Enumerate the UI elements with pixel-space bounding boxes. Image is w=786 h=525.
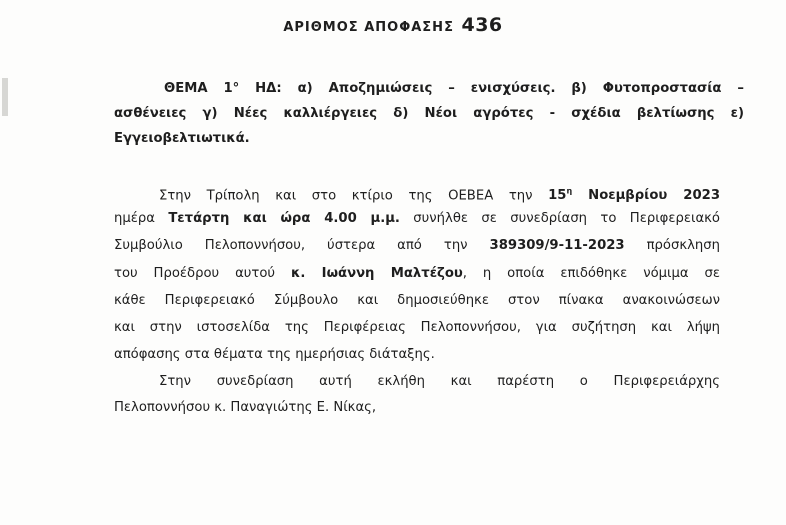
para2-line-1: Στην συνεδρίαση αυτή εκλήθη και παρέστη ο Περιφερειάρχης [159,374,720,389]
subject-line-1: ΘΕΜΑ 1° ΗΔ: α) Αποζημιώσεις – ενισχύσεις. β) Φυτοπροστασία – [164,81,744,96]
para1-text: του Προέδρου αυτού [114,266,291,281]
para1-text: συνήλθε σε συνεδρίαση το Περιφερειακό [399,211,720,226]
para1-line-6: και στην ιστοσελίδα της Περιφέρειας Πελοποννήσου, για συζήτηση και λήψη [114,320,720,335]
invitation-number: 389309/9-11-2023 [489,238,625,253]
scan-margin-mark [2,78,8,116]
para1-text: πρόσκληση [624,238,720,253]
meeting-day-number [548,188,720,203]
ordinal-suffix: η [566,187,573,196]
decision-heading-label: ΑΡΙΘΜΟΣ ΑΠΟΦΑΣΗΣ [283,20,454,35]
decision-number: 436 [461,14,503,36]
para1-line-5: κάθε Περιφερειακό Σύμβουλο και δημοσιεύθηκε στον πίνακα ανακοινώσεων [114,293,720,308]
para1-line-3 [114,237,720,255]
para1-text: Στην Τρίπολη και στο κτίριο της ΟΕΒΕΑ την [159,188,549,204]
subject-line-3: Εγγειοβελτιωτικά. [114,131,250,146]
para1-line-2 [114,210,720,228]
day-number: 15 [548,188,567,204]
para1-line-4 [114,265,720,283]
para1-line-1 [159,183,720,205]
meeting-day-time: Τετάρτη και ώρα 4.00 μ.μ. [168,211,400,226]
meeting-month-year: Νοεμβρίου 2023 [572,188,720,204]
para1-text: Συμβούλιο Πελοποννήσου, ύστερα από την [114,238,490,253]
subject-line-2: ασθένειες γ) Νέες καλλιέργειες δ) Νέοι αγρότες - σχέδια βελτίωσης ε) [114,106,744,121]
para1-text: ημέρα [114,211,169,226]
para1-line-7: απόφασης στα θέματα της ημερήσιας διάταξης. [114,347,435,362]
decision-heading [0,14,786,36]
para1-text: , η οποία επιδόθηκε νόμιμα σε [462,266,720,281]
president-name: κ. Ιωάννη Μαλτέζου [290,266,463,281]
para2-line-2: Πελοποννήσου κ. Παναγιώτης Ε. Νίκας, [114,400,377,415]
